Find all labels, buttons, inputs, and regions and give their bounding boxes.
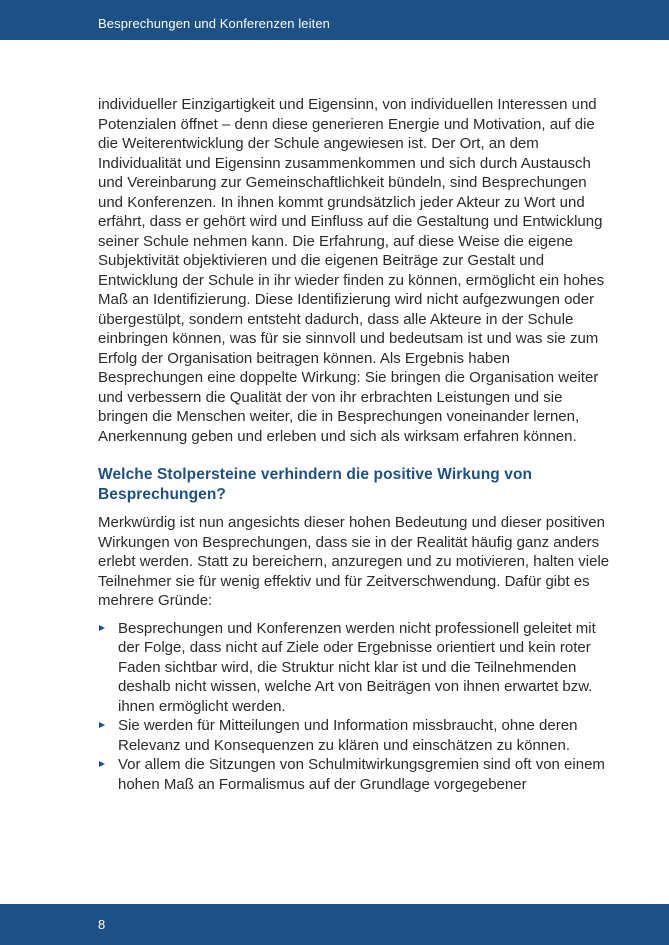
triangle-bullet-icon <box>99 722 105 728</box>
bullet-text: Besprechungen und Konferenzen werden nicht professionell geleitet mit der Folge, dass nicht auf Ziele oder Ergebnisse orientiert und kein roter Faden sichtbar wird, die Struktur nicht klar ist und die Teilnehmenden deshalb nicht wissen, welche Art von Beiträgen von ihnen erwartet bzw. ihnen ermöglicht werden. <box>118 619 596 715</box>
triangle-bullet-icon <box>99 625 105 631</box>
page-number: 8 <box>98 917 106 932</box>
bullet-list <box>98 619 613 795</box>
bullet-list-item <box>98 716 613 755</box>
bullet-list-item <box>98 619 613 717</box>
body-paragraph: Merkwürdig ist nun angesichts dieser hohen Bedeutung und dieser positiven Wirkungen von Besprechungen, dass sie in der Realität häufig ganz anders erlebt werden. Statt zu bereichern, anzuregen und zu motivieren, halten viele Teilnehmer sie für wenig effektiv und für Zeitverschwendung. Dafür gibt es mehrere Gründe: <box>98 514 610 609</box>
triangle-bullet-icon <box>99 761 105 767</box>
footer-bar <box>0 904 669 945</box>
bullet-text: Sie werden für Mitteilungen und Information missbraucht, ohne deren Relevanz und Konsequenzen zu klären und einschätzen zu können. <box>118 717 578 754</box>
header-bar <box>0 0 669 40</box>
bullet-list-item <box>98 755 613 794</box>
running-header-title: Besprechungen und Konferenzen leiten <box>98 16 330 31</box>
body-paragraph: individueller Einzigartigkeit und Eigensinn, von individuellen Interessen und Potenzialen öffnet – denn diese generieren Energie und Motivation, auf die die Weiterentwicklung der Schule angewiesen ist. Der Ort, an dem Individualität und Eigensinn zusammenkommen und sich durch Austausch und Vereinbarung zur Gemeinschaftlichkeit bündeln, sind Besprechungen und Konferenzen. In ihnen kommt grundsätzlich jeder Akteur zu Wort und erfährt, dass er gehört wird und Einfluss auf die Gestaltung und Entwicklung seiner Schule nehmen kann. Die Erfahrung, auf diese Weise die eigene Subjektivität objektivieren und die eigenen Beiträge zur Gestalt und Entwicklung der Schule in ihr wieder finden zu können, ermöglicht ein hohes Maß an Identifizierung. Diese Identifizierung wird nicht aufgezwungen oder übergestülpt, sondern entsteht dadurch, dass alle Akteure in der Schule einbringen können, was für sie sinnvoll und bedeutsam ist und was sie zum Erfolg der Organisation beitragen können. Als Ergebnis haben Besprechungen eine doppelte Wirkung: Sie bringen die Organisation weiter und verbessern die Qualität der von ihr erbrachten Leistungen und sie bringen die Menschen weiter, die in Besprechungen voneinander lernen, Anerkennung geben und erleben und sich als wirksam erfahren können. <box>98 96 605 445</box>
section-heading: Welche Stolpersteine verhindern die positive Wirkung von Besprechungen? <box>98 466 533 503</box>
bullet-text: Vor allem die Sitzungen von Schulmitwirkungsgremien sind oft von einem hohen Maß an Formalismus auf der Grundlage vorgegebener <box>118 756 605 793</box>
page-content <box>98 95 613 794</box>
